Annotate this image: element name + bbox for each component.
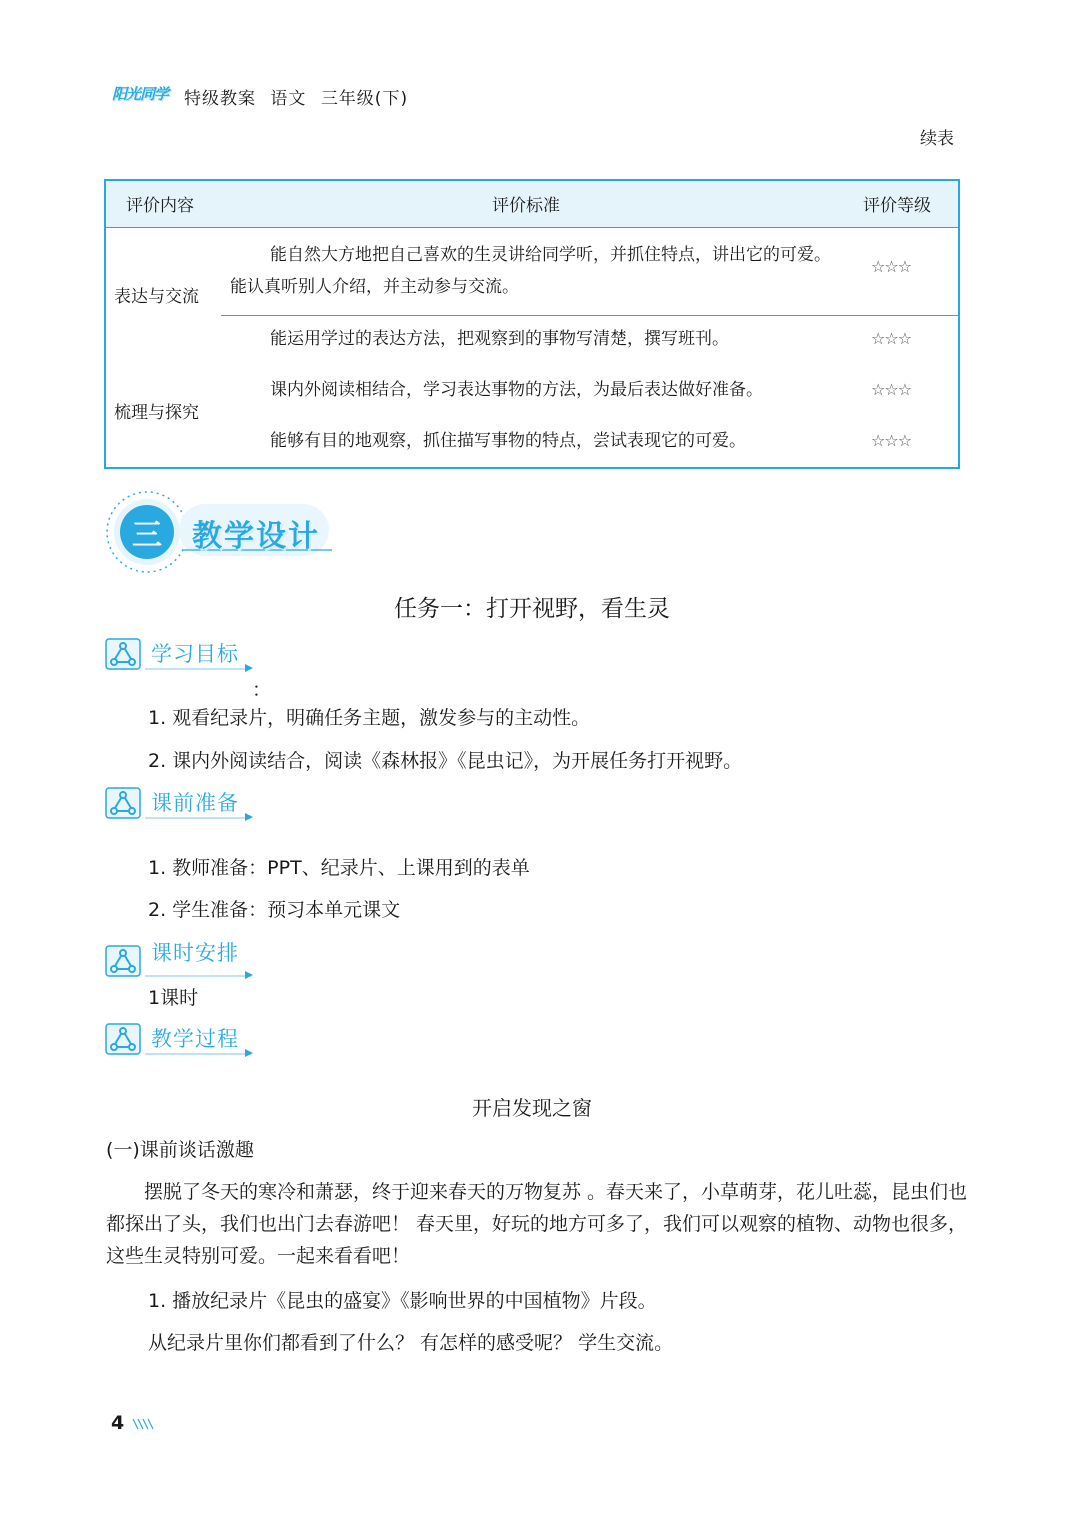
network-icon: [105, 638, 141, 670]
rating-stars: ☆☆☆: [871, 329, 912, 348]
heading-label: 教学过程: [151, 1027, 239, 1051]
column-header-content: 评价内容: [126, 196, 194, 216]
list-item: 1. 观看纪录片，明确任务主题，激发参与的主动性。: [148, 707, 591, 729]
heading-underline: [145, 668, 251, 670]
discussion-question: 从纪录片里你们都看到了什么？ 有怎样的感受呢？ 学生交流。: [148, 1332, 674, 1354]
step-1: 1. 播放纪录片《昆虫的盛宴》《影响世界的中国植物》片段。: [148, 1290, 657, 1312]
table-row: 能自然大方地把自己喜欢的生灵讲给同学听，并抓住特点，讲出它的可爱。能认真听别人介绍，并主动参与交流。: [230, 245, 831, 297]
heading-label: 课时安排: [151, 941, 239, 965]
heading-arrow: [245, 664, 253, 672]
list-item: 2. 学生准备：预习本单元课文: [148, 899, 401, 921]
publisher-logo: [104, 79, 176, 107]
objectives-colon: ：: [252, 679, 272, 701]
section-title: 教学设计: [192, 519, 320, 554]
rating-stars: ☆☆☆: [871, 380, 912, 399]
heading-teaching-process: [105, 1021, 265, 1057]
heading-schedule: [105, 935, 265, 971]
table-row: 课内外阅读相结合，学习表达事物的方法，为最后表达做好准备。: [270, 380, 763, 400]
network-icon: [105, 945, 141, 977]
rating-stars: ☆☆☆: [871, 431, 912, 450]
column-header-rating: 评价等级: [863, 196, 931, 216]
task-title: 任务一：打开视野，看生灵: [394, 596, 670, 622]
network-icon: [105, 787, 141, 819]
subject: 语文: [270, 89, 307, 109]
heading-preparation: [105, 785, 265, 821]
category-exploration: 梳理与探究: [114, 403, 199, 423]
category-expression: 表达与交流: [114, 287, 199, 307]
table-row: 能够有目的地观察，抓住描写事物的特点，尝试表现它的可爱。: [270, 431, 746, 451]
heading-label: 学习目标: [151, 642, 239, 666]
column-header-criteria: 评价标准: [492, 196, 560, 216]
table-header-row: [106, 181, 958, 228]
book-title: 特级教案: [184, 89, 256, 109]
part-title: 开启发现之窗: [472, 1096, 592, 1120]
continued-table-label: 续表: [920, 129, 954, 149]
heading-arrow: [245, 971, 253, 979]
heading-arrow: [245, 813, 253, 821]
heading-arrow: [245, 1049, 253, 1057]
heading-underline: [145, 975, 251, 977]
schedule-value: 1课时: [148, 987, 199, 1009]
grade: 三年级(下): [320, 89, 409, 109]
rating-stars: ☆☆☆: [871, 257, 912, 276]
logo-text: 阳光同学: [111, 84, 168, 103]
heading-label: 课前准备: [151, 791, 239, 815]
heading-underline: [145, 817, 251, 819]
row-divider: [221, 315, 958, 316]
list-item: 2. 课内外阅读结合，阅读《森林报》《昆虫记》，为开展任务打开视野。: [148, 750, 743, 772]
evaluation-table: [104, 179, 960, 469]
heading-learning-objectives: [105, 636, 265, 672]
page-decoration-icon: [132, 1417, 154, 1431]
running-header: [184, 84, 408, 109]
network-icon: [105, 1023, 141, 1055]
heading-underline: [145, 1053, 251, 1055]
table-row: 能运用学过的表达方法，把观察到的事物写清楚，撰写班刊。: [270, 329, 729, 349]
page-number: 4: [111, 1412, 125, 1434]
intro-paragraph: 摆脱了冬天的寒冷和萧瑟，终于迎来春天的万物复苏 。春天来了，小草萌芽，花儿吐蕊，昆虫们也都探出了头，我们也出门去春游吧！ 春天里，好玩的地方可多了，我们可以观察的植物、动物也很多，这些生灵特别可爱。一起来看看吧！: [106, 1181, 968, 1267]
list-item: 1. 教师准备：PPT、纪录片、上课用到的表单: [148, 857, 530, 879]
section-number: 三: [132, 518, 162, 553]
sub-title: (一)课前谈话激趣: [106, 1139, 254, 1161]
